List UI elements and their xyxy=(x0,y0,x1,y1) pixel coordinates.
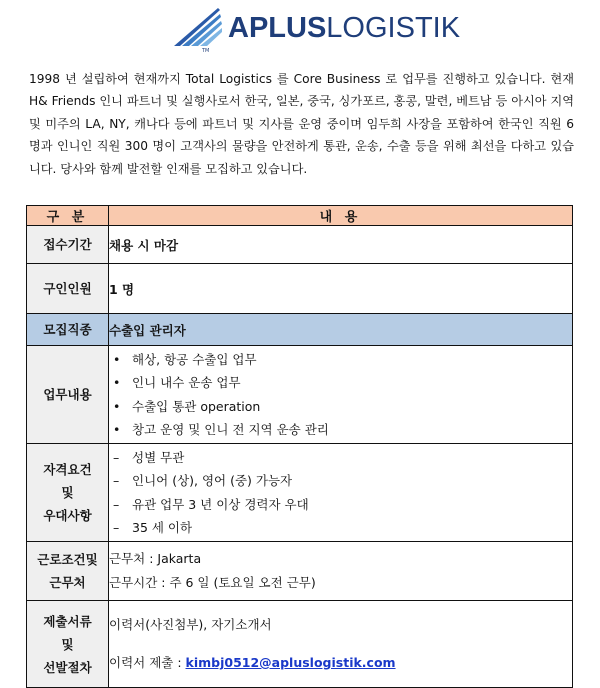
label-line: 근로조건및 xyxy=(37,552,98,567)
label-line: 제출서류 xyxy=(43,613,92,629)
table-header-row xyxy=(27,206,573,226)
dash-marker: – xyxy=(113,449,120,465)
header-content: 내 용 xyxy=(109,206,573,226)
logo-word-logistik: LOGISTIK xyxy=(326,12,461,44)
logo-swoosh-icon xyxy=(170,6,226,52)
dash-marker: – xyxy=(113,473,120,488)
logo-word-aplus: APLUS xyxy=(228,12,327,44)
duty-text: 인니 내수 운송 업무 xyxy=(132,375,241,390)
qualification-text: 35 세 이하 xyxy=(132,520,193,535)
label-position: 모집직종 xyxy=(27,314,109,346)
value-documents xyxy=(109,601,573,688)
label-conditions xyxy=(27,542,109,601)
list-item xyxy=(109,446,572,470)
svg-text:TM: TM xyxy=(202,48,210,52)
list-item xyxy=(109,493,572,517)
page-header xyxy=(0,0,600,60)
duty-text: 창고 운영 및 인니 전 지역 운송 관리 xyxy=(132,422,329,437)
label-line: 우대사항 xyxy=(43,508,92,523)
email-link[interactable]: kimbj0512@apluslogistik.com xyxy=(185,655,396,670)
label-line: 및 xyxy=(61,636,74,652)
company-logo xyxy=(170,6,461,54)
label-documents xyxy=(27,601,109,688)
dash-marker: – xyxy=(113,520,120,535)
list-item xyxy=(109,516,572,540)
list-item xyxy=(109,395,572,419)
value-conditions xyxy=(109,542,573,601)
qualification-text: 인니어 (상), 영어 (중) 가능자 xyxy=(132,473,293,488)
value-headcount: 1 명 xyxy=(109,264,573,314)
duties-list xyxy=(109,348,572,442)
table-row-deadline xyxy=(27,226,573,264)
table-row-documents xyxy=(27,601,573,688)
table-row-headcount xyxy=(27,264,573,314)
table-row-position xyxy=(27,314,573,346)
value-duties xyxy=(109,346,573,444)
duty-text: 해상, 항공 수출입 업무 xyxy=(132,351,257,367)
table-row-duties xyxy=(27,346,573,444)
value-deadline: 채용 시 마감 xyxy=(109,226,573,264)
label-line: 자격요건 xyxy=(43,462,92,477)
qualifications-list xyxy=(109,446,572,540)
value-qualifications xyxy=(109,444,573,542)
label-line: 및 xyxy=(61,485,74,500)
header-category: 구 분 xyxy=(27,206,109,226)
duty-text: 수출입 통관 operation xyxy=(132,398,261,414)
label-duties: 업무내용 xyxy=(27,346,109,444)
label-line: 선발절차 xyxy=(43,659,92,675)
company-intro-paragraph: 1998 년 설립하여 현재까지 Total Logistics 를 Core Business 로 업무를 진행하고 있습니다. 현재 H& Friends 인니 파트너 및 실행사로서 한국, 일본, 중국, 싱가포르, 홍콩, 말련, 베트남 등 아시아 지역 및 미주의 LA, NY, 캐나다 등에 파트너 및 지사를 운영 중이며 임두희 사장을 포함하여 한국인 직원 6 명과 인니인 직원 300 명이 고객사의 물량을 안전하게 통관, 운송, 수출 등을 위해 최선을 다하고 있습니다. 당사와 함께 발전할 인재를 모집하고 있습니다. xyxy=(29,72,574,176)
label-deadline: 접수기간 xyxy=(27,226,109,264)
label-qualifications xyxy=(27,444,109,542)
label-headcount: 구인인원 xyxy=(27,264,109,314)
list-item xyxy=(109,469,572,493)
logo-wordmark xyxy=(228,12,460,45)
list-item xyxy=(109,371,572,395)
qualification-text: 유관 업무 3 년 이상 경력자 우대 xyxy=(132,496,309,512)
table-row-qualifications xyxy=(27,444,573,542)
submission-prefix: 이력서 제출 : xyxy=(109,655,186,670)
dash-marker: – xyxy=(113,496,120,512)
value-position: 수출입 관리자 xyxy=(109,314,573,346)
list-item xyxy=(109,418,572,442)
qualification-text: 성별 무관 xyxy=(132,449,185,465)
bullet-marker: • xyxy=(113,351,121,367)
work-hours: 근무시간 : 주 6 일 (토요일 오전 근무) xyxy=(109,575,316,590)
required-documents: 이력서(사진첨부), 자기소개서 xyxy=(109,617,272,632)
bullet-marker: • xyxy=(113,422,121,437)
bullet-marker: • xyxy=(113,398,121,414)
list-item xyxy=(109,348,572,372)
work-location: 근무처 : Jakarta xyxy=(109,551,202,566)
label-line: 근무처 xyxy=(49,575,86,590)
job-requirements-table xyxy=(26,205,573,688)
bullet-marker: • xyxy=(113,375,121,390)
submission-line xyxy=(109,651,572,675)
table-row-conditions xyxy=(27,542,573,601)
